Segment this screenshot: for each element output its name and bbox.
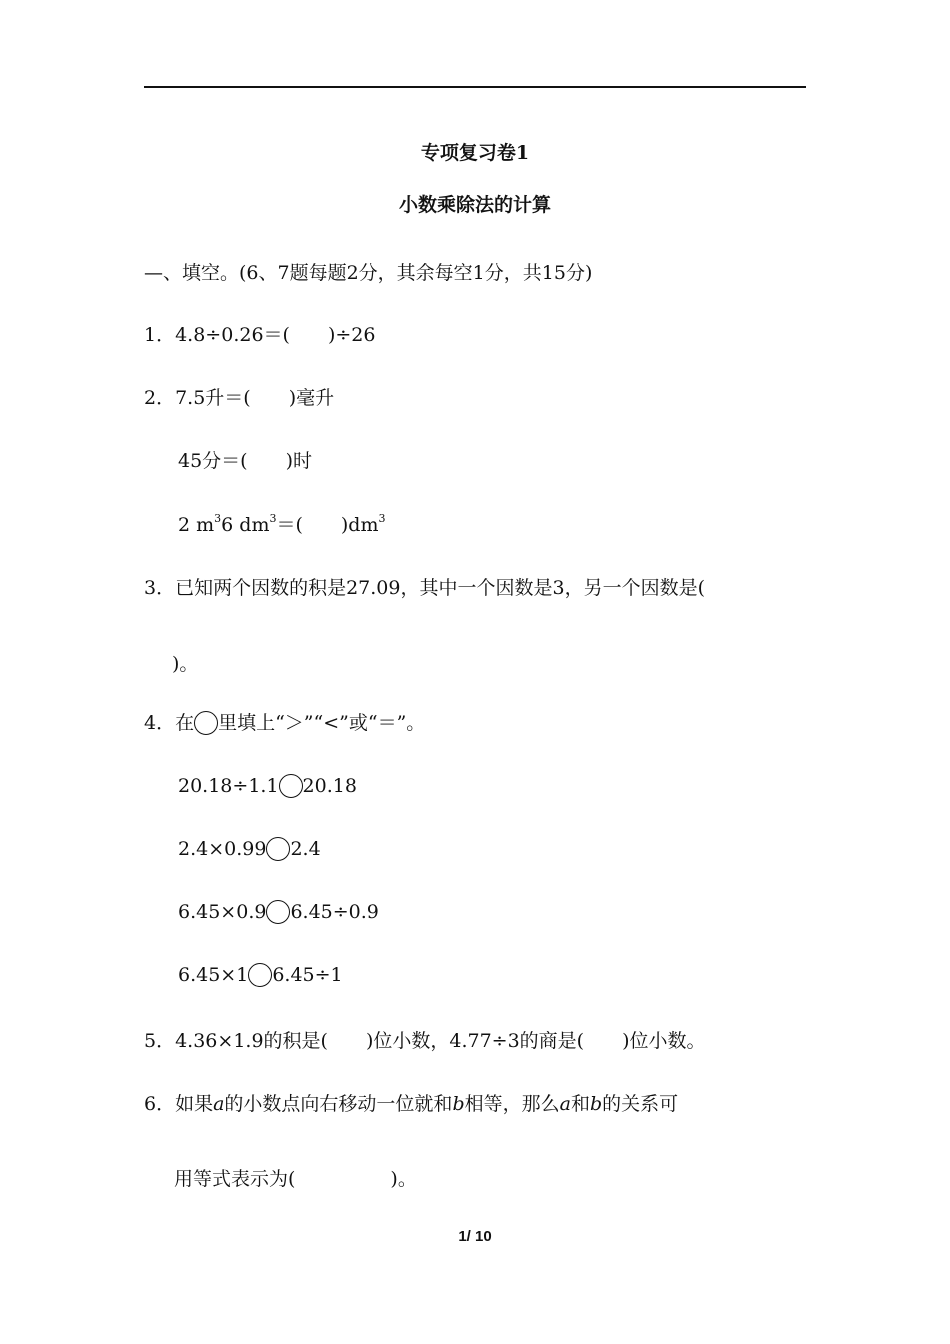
q2-sup-2: 3	[269, 512, 277, 525]
comparison-row	[178, 900, 379, 924]
comparison-row	[178, 774, 357, 798]
q6-text-2: 的小数点向右移动一位就和	[224, 1093, 453, 1115]
question-2-line-3	[178, 512, 386, 536]
comparison-circle-icon[interactable]	[266, 837, 290, 861]
answer-circle-icon	[194, 711, 218, 735]
q2-sup-1: 3	[214, 512, 222, 525]
q6-text-5: 的关系可	[602, 1093, 679, 1115]
q6-text-4: 和	[570, 1093, 590, 1115]
q2-text-b: 6 dm	[221, 514, 270, 536]
q4-text-a: 4．在	[144, 712, 195, 734]
comparison-right: 2.4	[290, 838, 321, 860]
q4-text-b: 里填上“＞”“<”或“＝”。	[218, 712, 426, 734]
comparison-left: 2.4×0.99	[178, 838, 267, 860]
section-heading: —、填空。(6、7题每题2分，其余每空1分，共15分)	[144, 262, 593, 284]
question-5: 5．4.36×1.9的积是( )位小数，4.77÷3的商是( )位小数。	[144, 1030, 706, 1052]
comparison-right: 6.45÷0.9	[290, 901, 379, 923]
variable-b: b	[589, 1093, 603, 1115]
question-4-instruction	[144, 711, 425, 735]
q6-text-1: 6．如果	[144, 1093, 214, 1115]
comparison-circle-icon[interactable]	[279, 774, 303, 798]
comparison-circle-icon[interactable]	[266, 900, 290, 924]
comparison-left: 6.45×1	[178, 964, 249, 986]
q2-text-c: ＝( )dm	[276, 514, 379, 536]
question-2-line-1: 2．7.5升＝( )毫升	[144, 387, 335, 409]
comparison-right: 20.18	[302, 775, 357, 797]
question-6-line-2: 用等式表示为( )。	[174, 1168, 417, 1190]
comparison-row	[178, 837, 321, 861]
page-subtitle: 小数乘除法的计算	[398, 194, 551, 216]
q2-text-a: 2 m	[178, 514, 215, 536]
question-2-line-2: 45分＝( )时	[178, 450, 313, 472]
comparison-row	[178, 963, 343, 987]
variable-b: b	[452, 1093, 465, 1115]
question-1: 1．4.8÷0.26＝( )÷26	[144, 324, 376, 346]
header-rule	[144, 86, 806, 88]
q6-text-3: 相等，那么	[464, 1093, 560, 1115]
comparison-left: 20.18÷1.1	[178, 775, 279, 797]
question-6-line-1	[144, 1095, 678, 1114]
question-3-line-2: )。	[172, 653, 199, 675]
comparison-right: 6.45÷1	[272, 964, 343, 986]
comparison-circle-icon[interactable]	[248, 963, 272, 987]
variable-a: a	[213, 1093, 225, 1115]
comparison-left: 6.45×0.9	[178, 901, 267, 923]
q2-sup-3: 3	[378, 512, 386, 525]
page-title: 专项复习卷1	[420, 142, 530, 164]
variable-a: a	[559, 1093, 571, 1115]
page-number: 1/ 10	[458, 1228, 492, 1245]
question-3-line-1: 3．已知两个因数的积是27.09，其中一个因数是3，另一个因数是(	[144, 577, 705, 599]
